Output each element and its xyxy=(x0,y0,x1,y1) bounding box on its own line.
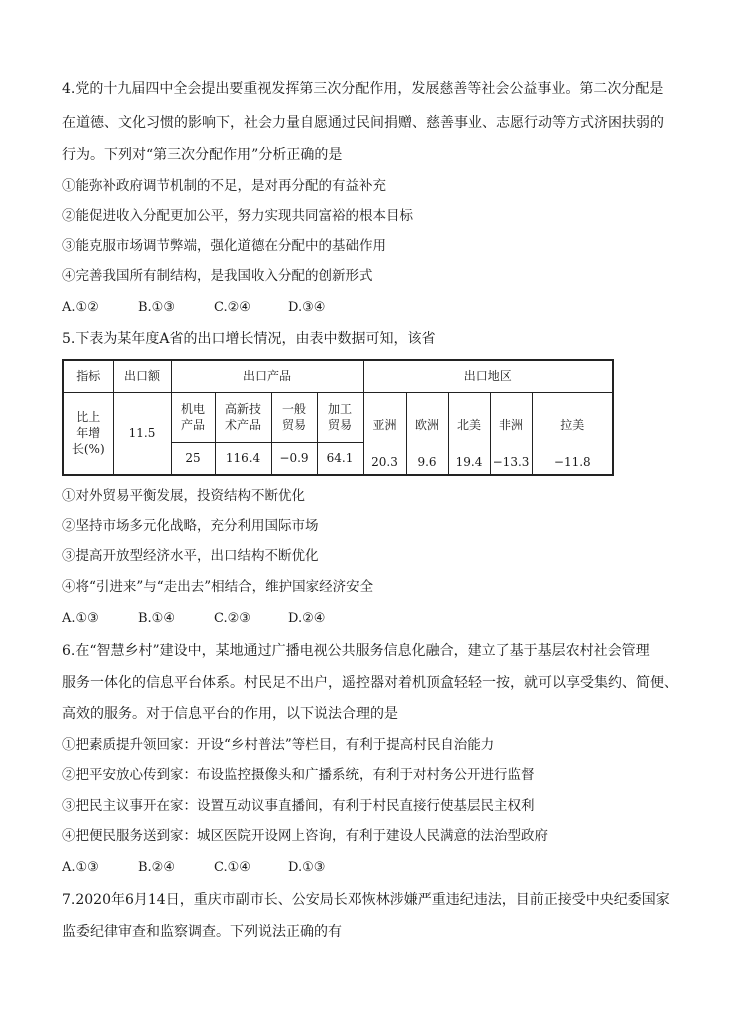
export-amount-value: 11.5 xyxy=(113,392,171,475)
product-name-processing-trade xyxy=(317,392,363,442)
product-name-line: 高新技 xyxy=(224,402,261,416)
q5-item-1: ①对外贸易平衡发展，投资结构不断优化 xyxy=(62,488,305,504)
q6-item-1: ①把素质提升领回家：开设“乡村普法”等栏目，有利于提高村民自治能力 xyxy=(62,737,495,753)
region-name: 欧洲 xyxy=(415,418,440,433)
q4-item-3: ③能克服市场调节弊端，强化道德在分配中的基础作用 xyxy=(62,238,386,254)
region-latin-america xyxy=(532,392,613,475)
q6-option-b[interactable]: B.②④ xyxy=(138,860,175,875)
q4-stem-line-1: 4.党的十九届四中全会提出要重视发挥第三次分配作用，发展慈善等社会公益事业。第二次分配是 xyxy=(62,81,664,97)
q6-item-3: ③把民主议事开在家：设置互动议事直播间，有利于村民直接行使基层民主权利 xyxy=(62,798,535,814)
product-name-line: 一般 xyxy=(281,402,306,416)
q6-item-2: ②把平安放心传到家：布设监控摄像头和广播系统，有利于对村务公开进行监督 xyxy=(62,767,535,783)
region-value: 9.6 xyxy=(417,455,437,470)
product-value-processing-trade: 64.1 xyxy=(317,442,363,475)
q5-item-4: ④将“引进来”与“走出去”相结合，维护国家经济安全 xyxy=(62,579,374,595)
q5-stem: 5.下表为某年度A省的出口增长情况，由表中数据可知，该省 xyxy=(62,331,436,347)
q5-item-2: ②坚持市场多元化战略，充分利用国际市场 xyxy=(62,518,319,534)
header-export-products: 出口产品 xyxy=(171,360,363,392)
q6-option-c[interactable]: C.①④ xyxy=(214,860,251,875)
q7-stem-line-1: 7.2020年6月14日，重庆市副市长、公安局长邓恢林涉嫌严重违纪违法，目前正接受中央纪委国家 xyxy=(62,892,670,908)
product-name-line: 加工 xyxy=(328,402,353,416)
product-name-line: 机电 xyxy=(180,402,205,416)
header-export-regions: 出口地区 xyxy=(363,360,613,392)
product-name-high-tech xyxy=(215,392,271,442)
q5-item-3: ③提高开放型经济水平，出口结构不断优化 xyxy=(62,548,319,564)
product-name-electromechanical xyxy=(171,392,215,442)
q4-item-1: ①能弥补政府调节机制的不足，是对再分配的有益补充 xyxy=(62,178,386,194)
region-name: 拉美 xyxy=(560,418,585,433)
q4-options xyxy=(62,298,325,318)
product-name-line: 贸易 xyxy=(328,418,353,432)
q4-item-4: ④完善我国所有制结构，是我国收入分配的创新形式 xyxy=(62,268,373,284)
header-export-amount: 出口额 xyxy=(113,360,171,392)
q5-options xyxy=(62,609,325,629)
q6-stem-line-2: 服务一体化的信息平台体系。村民足不出户，遥控器对着机顶盒轻轻一按，就可以享受集约、简便、 xyxy=(62,675,678,691)
product-value-general-trade: −0.9 xyxy=(271,442,317,475)
region-africa xyxy=(490,392,532,475)
q6-options xyxy=(62,858,325,878)
region-asia xyxy=(363,392,406,475)
q7-stem-line-2: 监委纪律审查和监察调查。下列说法正确的有 xyxy=(62,924,342,940)
region-north-america xyxy=(448,392,490,475)
product-name-general-trade xyxy=(271,392,317,442)
row-label-line: 比上 xyxy=(76,410,101,425)
q4-option-c[interactable]: C.②④ xyxy=(214,300,251,315)
q4-option-d[interactable]: D.③④ xyxy=(288,300,326,315)
row-label-line: 长(%) xyxy=(71,442,105,457)
product-name-line: 术产品 xyxy=(224,418,261,432)
region-name: 亚洲 xyxy=(372,418,397,433)
region-europe xyxy=(406,392,448,475)
row-label-line: 年增 xyxy=(76,426,101,441)
q5-option-b[interactable]: B.①④ xyxy=(138,611,175,626)
q4-stem-line-2: 在道德、文化习惯的影响下，社会力量自愿通过民间捐赠、慈善事业、志愿行动等方式济困扶弱的 xyxy=(62,115,664,131)
q5-option-a[interactable]: A.①③ xyxy=(62,611,99,626)
export-growth-table xyxy=(62,359,614,476)
q6-stem-line-3: 高效的服务。对于信息平台的作用，以下说法合理的是 xyxy=(62,706,398,722)
product-value-electromechanical: 25 xyxy=(171,442,215,475)
region-value: −13.3 xyxy=(492,455,530,470)
product-name-line: 贸易 xyxy=(281,418,306,432)
q6-stem-line-1: 6.在“智慧乡村”建设中，某地通过广播电视公共服务信息化融合，建立了基于基层农村社会管理 xyxy=(62,643,650,659)
q5-option-d[interactable]: D.②④ xyxy=(288,611,326,626)
q4-option-b[interactable]: B.①③ xyxy=(138,300,175,315)
region-name: 非洲 xyxy=(499,418,524,433)
q4-option-a[interactable]: A.①② xyxy=(62,300,99,315)
product-value-high-tech: 116.4 xyxy=(215,442,271,475)
header-index: 指标 xyxy=(63,360,113,392)
q6-option-a[interactable]: A.①③ xyxy=(62,860,99,875)
region-value: 19.4 xyxy=(455,455,483,470)
q4-stem-line-3: 行为。下列对“第三次分配作用”分析正确的是 xyxy=(62,147,343,163)
row-label-yoy-growth xyxy=(63,392,113,475)
region-value: 20.3 xyxy=(371,455,398,470)
region-value: −11.8 xyxy=(553,455,591,470)
q6-option-d[interactable]: D.①③ xyxy=(288,860,326,875)
q4-item-2: ②能促进收入分配更加公平，努力实现共同富裕的根本目标 xyxy=(62,208,413,224)
product-name-line: 产品 xyxy=(180,418,205,432)
region-name: 北美 xyxy=(457,418,482,433)
q5-option-c[interactable]: C.②③ xyxy=(214,611,251,626)
q6-item-4: ④把便民服务送到家：城区医院开设网上咨询，有利于建设人民满意的法治型政府 xyxy=(62,828,548,844)
